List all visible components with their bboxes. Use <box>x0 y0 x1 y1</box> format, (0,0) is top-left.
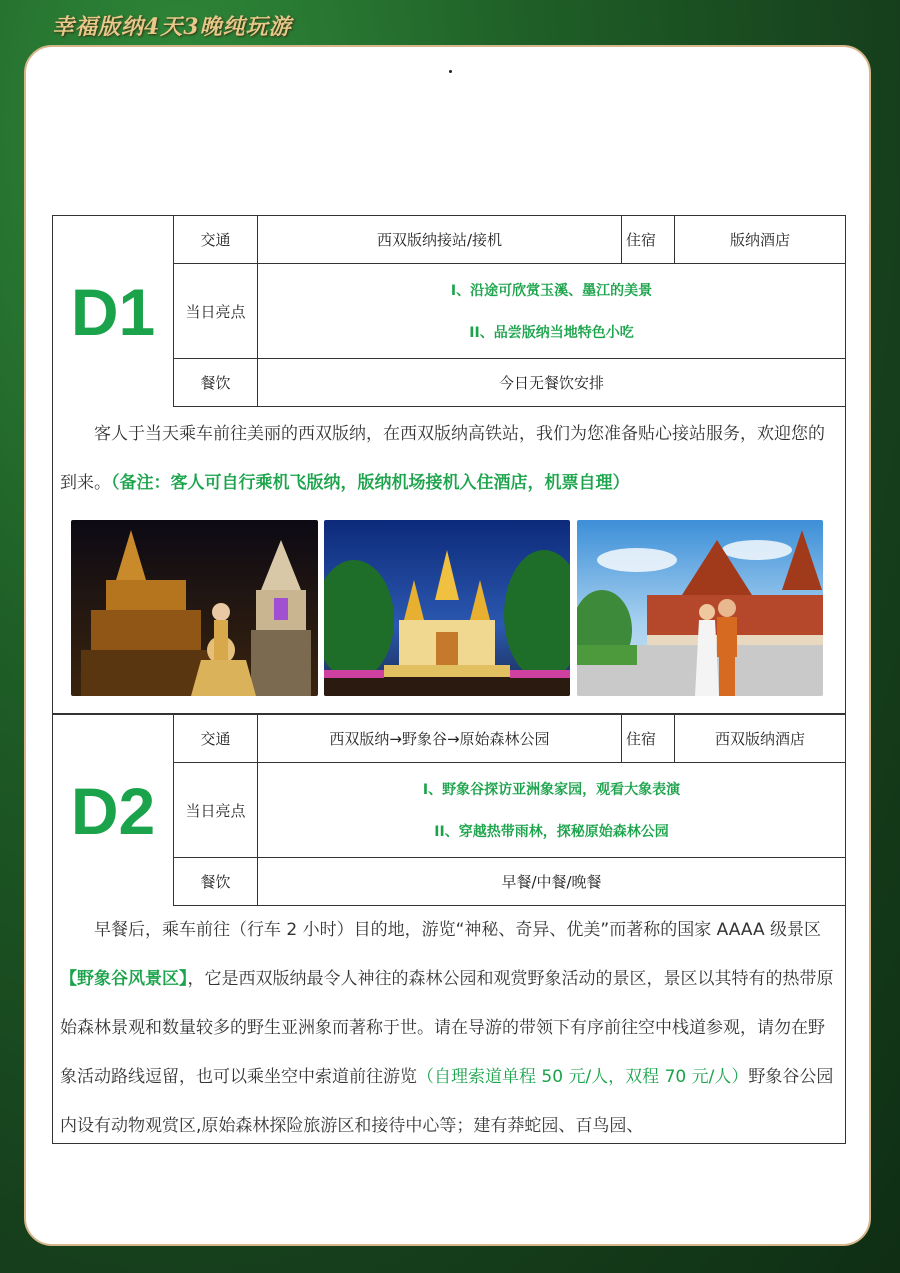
illuminated-temple-photo <box>324 520 570 696</box>
day-2-highlights <box>258 763 845 858</box>
day-2-highlight-item: II、穿越热带雨林，探秘原始森林公园 <box>434 824 669 840</box>
day-2-transport-label: 交通 <box>174 715 258 763</box>
day-2-description-part2: ，它是西双版纳最令人神往的森林公园和观赏野象活动的景区，景区以其特有的热带原始森林景观和数量较多的野生亚洲象而著称于世。请在导游的带领下有序前往空中栈道参观，请勿在野象活动路线逗留，也可以乘坐空中索道前往游览 <box>60 969 834 1087</box>
night-temple-photo <box>71 520 318 696</box>
day-1-highlights-label: 当日亮点 <box>174 264 258 359</box>
day-1-highlights <box>258 264 845 359</box>
day-1-description-text: 客人于当天乘车前往美丽的西双版纳，在西双版纳高铁站，我们为您准备贴心接站服务，欢迎您的到来。 <box>60 424 825 493</box>
day-1-description-note: （备注：客人可自行乘机飞版纳，版纳机场接机入住酒店，机票自理） <box>111 473 630 493</box>
day-2-meals-label: 餐饮 <box>174 858 258 906</box>
day-1-meals-value: 今日无餐饮安排 <box>258 359 845 407</box>
day-1-meals-label: 餐饮 <box>174 359 258 407</box>
day-1-hotel-label: 住宿 <box>622 216 675 264</box>
couple-temple-photo <box>577 520 823 696</box>
day-1-hotel-value: 版纳酒店 <box>675 216 845 264</box>
day-1-highlight-item: I、沿途可欣赏玉溪、墨江的美景 <box>450 283 653 299</box>
day-1-transport-label: 交通 <box>174 216 258 264</box>
day-2-transport-value: 西双版纳→野象谷→原始森林公园 <box>258 715 622 763</box>
brochure-title: 幸福版纳4天3晚纯玩游 <box>52 14 292 40</box>
day-2-label: D2 <box>53 715 174 906</box>
decorative-dot <box>449 70 452 73</box>
day-2-description-part1: 早餐后，乘车前往（行车 2 小时）目的地，游览“神秘、奇异、优美”而著称的国家 AAAA 级景区 <box>94 920 821 940</box>
day-2-price-note: （自理索道单程 50 元/人，双程 70 元/人） <box>417 1067 749 1087</box>
day-2-highlight-item: I、野象谷探访亚洲象家园，观看大象表演 <box>422 782 681 798</box>
day-1-label: D1 <box>53 216 174 407</box>
day-1-transport-value: 西双版纳接站/接机 <box>258 216 622 264</box>
day-2-description-part3: 野象谷公园内设有动物观赏区,原始森林探险旅游区和接待中心等；建有莽蛇园、百鸟园、 <box>60 1067 834 1136</box>
day-2-description <box>60 906 840 1151</box>
day-1-highlight-item: II、品尝版纳当地特色小吃 <box>469 325 634 341</box>
day-2-hotel-value: 西双版纳酒店 <box>675 715 845 763</box>
day-2-hotel-label: 住宿 <box>622 715 675 763</box>
day-1-description <box>60 410 840 508</box>
day-2-meals-value: 早餐/中餐/晚餐 <box>258 858 845 906</box>
day-2-scenic-name: 【野象谷风景区】 <box>60 969 188 989</box>
day-2-highlights-label: 当日亮点 <box>174 763 258 858</box>
